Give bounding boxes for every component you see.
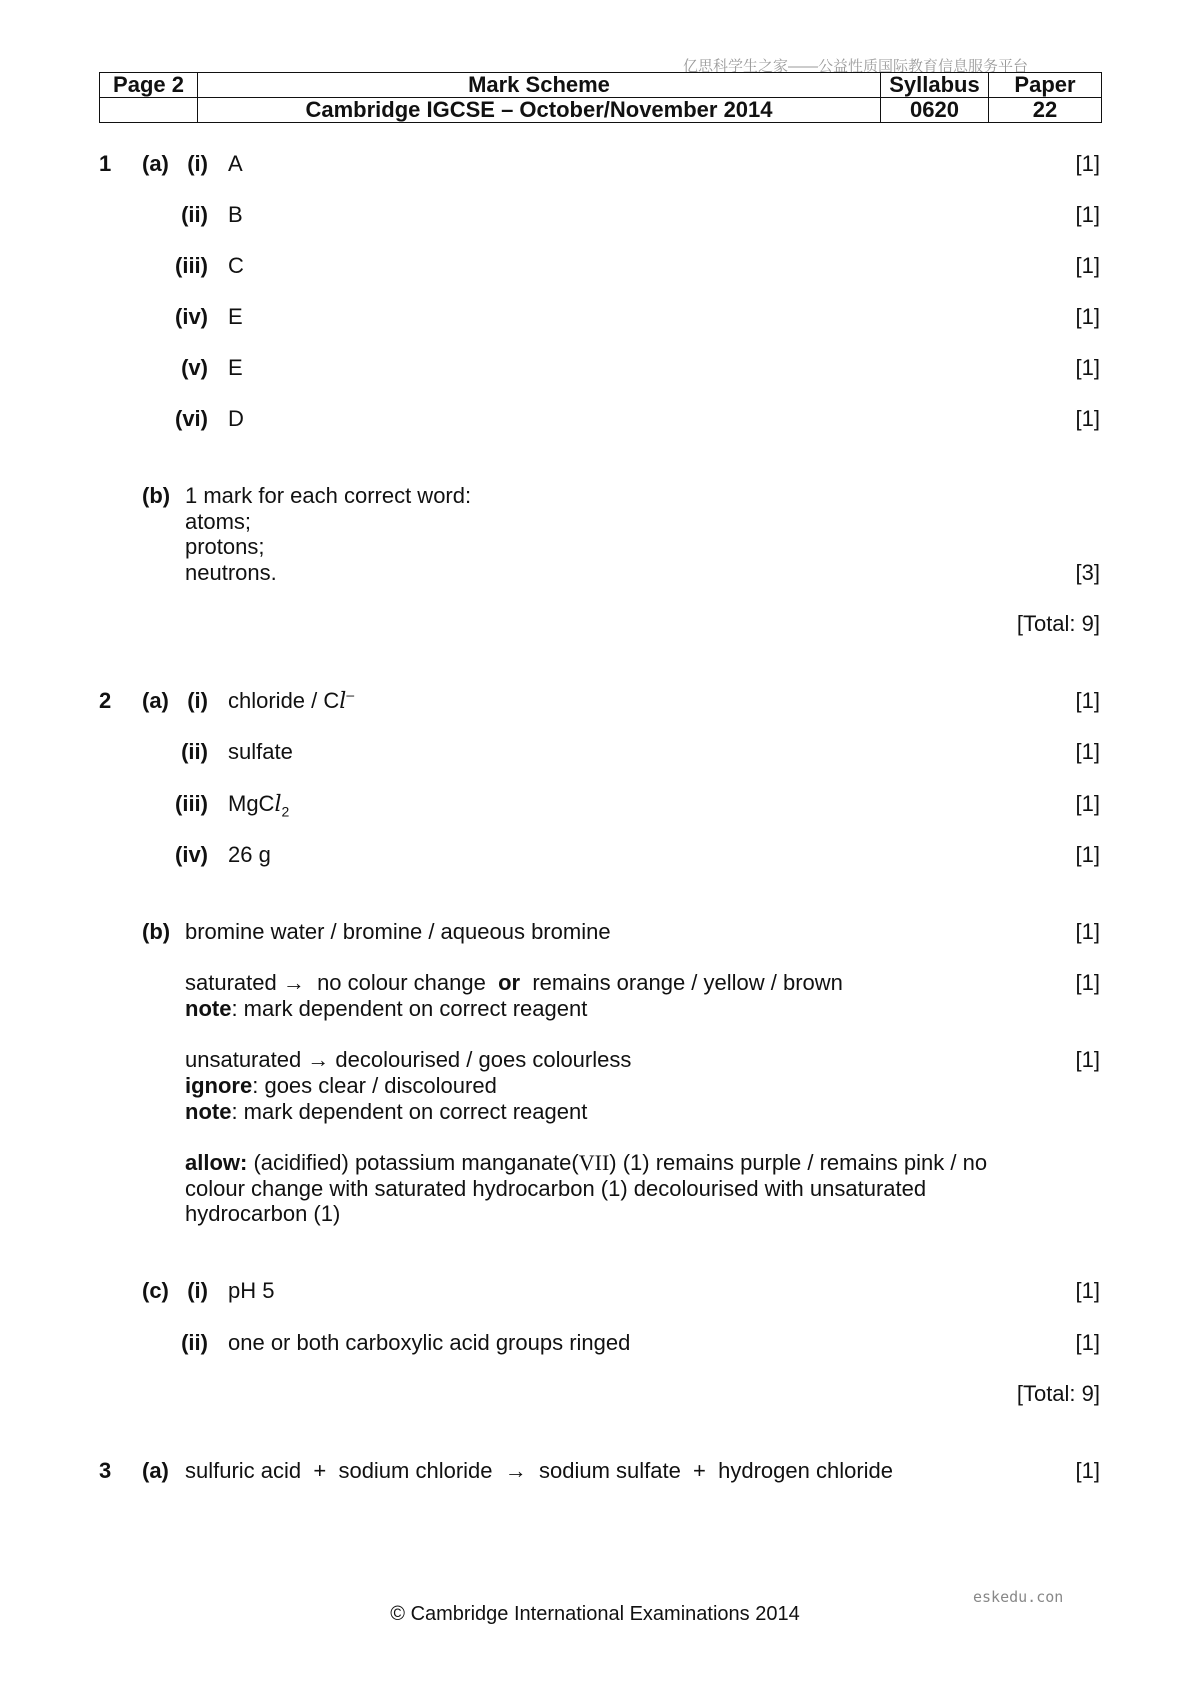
answer-text: sulfate (228, 739, 293, 764)
answer-text: E (228, 355, 243, 380)
paper-number: 22 (989, 98, 1102, 123)
mark-value: [1] (1075, 688, 1100, 713)
question-number: 3 (99, 1458, 112, 1483)
syllabus-code: 0620 (881, 98, 989, 123)
document-title: Mark Scheme (198, 73, 881, 98)
part-label: (a) (142, 688, 169, 713)
answer-text: bromine water / bromine / aqueous bromine (185, 919, 611, 944)
mark-value: [1] (1075, 791, 1100, 816)
watermark-text: 亿思科学生之家——公益性质国际教育信息服务平台 (683, 58, 1029, 75)
mark-value: [1] (1075, 202, 1100, 227)
part-label: (a) (142, 1458, 169, 1483)
mark-value: [1] (1075, 919, 1100, 944)
mark-value: [1] (1075, 406, 1100, 431)
answer-text: unsaturated → decolourised / goes colourless (185, 1047, 632, 1072)
part-label: (b) (142, 483, 171, 508)
subpart-label: (ii) (181, 739, 208, 764)
subpart-label: (i) (187, 688, 208, 713)
mark-value: [1] (1075, 355, 1100, 380)
mark-value: [1] (1075, 842, 1100, 867)
answer-text: saturated → no colour change or remains orange / yellow / brown (185, 970, 843, 995)
question-number: 1 (99, 151, 112, 176)
mark-value: [1] (1075, 1047, 1100, 1072)
allow-text: allow: (acidified) potassium manganate(VII) (1) remains purple / remains pink / no (185, 1150, 988, 1175)
allow-text: colour change with saturated hydrocarbon (1) decolourised with unsaturated (185, 1176, 927, 1201)
subpart-label: (iv) (175, 304, 208, 329)
answer-text: protons; (185, 534, 265, 559)
footer-copyright: © Cambridge International Examinations 2014 (390, 1603, 800, 1625)
answer-text: atoms; (185, 509, 252, 534)
mark-value: [1] (1075, 253, 1100, 278)
subpart-label: (ii) (181, 202, 208, 227)
answer-text: chloride / Cl– (228, 686, 355, 714)
header-empty-cell (100, 98, 198, 123)
subpart-label: (iii) (175, 791, 208, 816)
header-table (99, 72, 1102, 123)
ignore-text: ignore: goes clear / discoloured (185, 1073, 497, 1098)
answer-text: neutrons. (185, 560, 277, 585)
answer-text: E (228, 304, 243, 329)
part-label: (a) (142, 151, 169, 176)
subpart-label: (i) (187, 151, 208, 176)
watermark-text: eskedu.con (973, 1588, 1064, 1606)
syllabus-label: Syllabus (881, 73, 989, 98)
answer-text: MgCl$_2$ (228, 791, 290, 820)
mark-value: [1] (1075, 1330, 1100, 1355)
part-label: (b) (142, 919, 171, 944)
subpart-label: (iii) (175, 253, 208, 278)
answer-text: A (228, 151, 243, 176)
subpart-label: (v) (181, 355, 208, 380)
answer-text: C (228, 253, 244, 278)
mark-value: [3] (1075, 560, 1100, 585)
total-marks: [Total: 9] (1016, 1381, 1100, 1406)
answer-text: D (228, 406, 244, 431)
mark-value: [1] (1075, 970, 1100, 995)
page-number: Page 2 (100, 73, 198, 98)
mark-value: [1] (1075, 1458, 1100, 1483)
document-subtitle: Cambridge IGCSE – October/November 2014 (198, 98, 881, 123)
subpart-label: (vi) (175, 406, 208, 431)
part-label: (c) (142, 1278, 169, 1303)
mark-value: [1] (1075, 151, 1100, 176)
note-text: note: mark dependent on correct reagent (185, 996, 588, 1021)
answer-text: 1 mark for each correct word: (185, 483, 472, 508)
subpart-label: (iv) (175, 842, 208, 867)
paper-label: Paper (989, 73, 1102, 98)
mark-value: [1] (1075, 739, 1100, 764)
mark-value: [1] (1075, 1278, 1100, 1303)
note-text: note: mark dependent on correct reagent (185, 1099, 588, 1124)
answer-text: one or both carboxylic acid groups ringed (228, 1330, 631, 1355)
subpart-label: (ii) (181, 1330, 208, 1355)
answer-text: 26 g (228, 842, 271, 867)
answer-text: sulfuric acid + sodium chloride → sodium sulfate + hydrogen chloride (185, 1458, 894, 1483)
mark-value: [1] (1075, 304, 1100, 329)
answer-text: B (228, 202, 243, 227)
subpart-label: (i) (187, 1278, 208, 1303)
total-marks: [Total: 9] (1016, 611, 1100, 636)
answer-text: pH 5 (228, 1278, 275, 1303)
allow-text: hydrocarbon (1) (185, 1201, 341, 1226)
question-number: 2 (99, 688, 112, 713)
